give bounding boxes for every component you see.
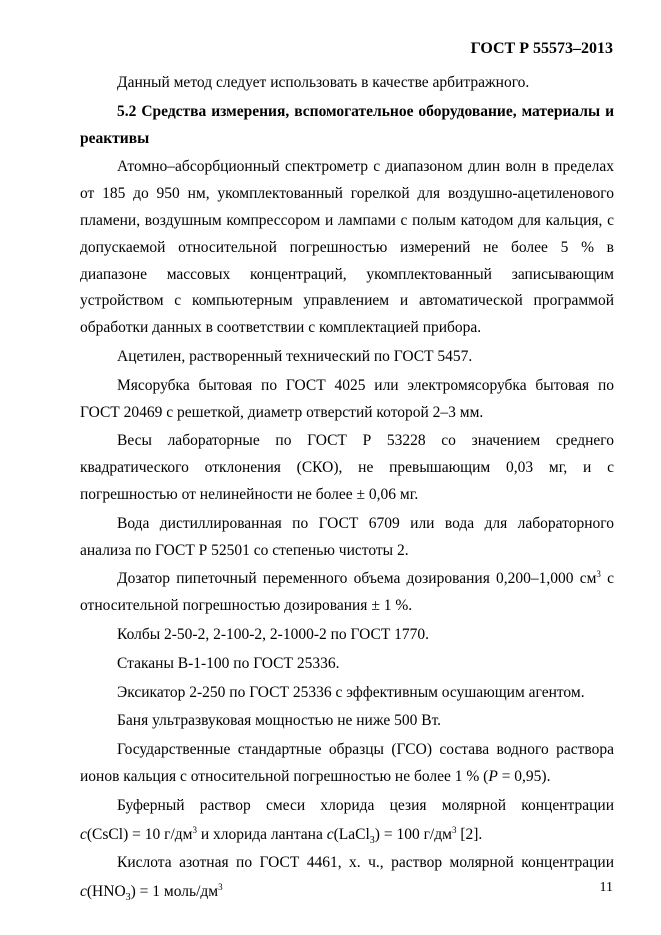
paragraph-beakers: Стаканы В-1-100 по ГОСТ 25336. <box>117 654 340 672</box>
buffer-text-e: ) = 100 г/дм <box>374 825 452 843</box>
document-code-header: ГОСТ Р 55573–2013 <box>470 40 613 57</box>
paragraph-buffer-line1: Буферный раствор смеси хлорида цезия молярной концентрации <box>117 796 614 814</box>
buffer-text-b: (CsCl) = 10 г/дм <box>86 825 193 843</box>
paragraph-flasks: Колбы 2-50-2, 2-100-2, 2-1000-2 по ГОСТ 1770. <box>117 625 430 643</box>
paragraph-nitric-acid-line2 <box>80 879 614 906</box>
nitric-c: c <box>80 883 87 901</box>
nitric-text-d: ) = 1 моль/дм <box>130 883 219 901</box>
nitric-text-b: (HNO <box>86 883 126 901</box>
dispenser-text-a: Дозатор пипеточный переменного объема дозирования 0,200–1,000 см <box>117 570 597 588</box>
dispenser-text-b: с относительной погрешностью дозирования ± 1 %. <box>80 570 614 615</box>
buffer-subscript: 3 <box>369 834 375 846</box>
paragraph-arbitration-method: Данный метод следует использовать в качестве арбитражного. <box>117 74 530 91</box>
reference-samples-text-b: = 0,95). <box>497 767 551 785</box>
paragraph-dispenser <box>80 566 614 620</box>
nitric-subscript: 3 <box>125 892 131 904</box>
paragraph-acetylene: Ацетилен, растворенный технический по ГОСТ 5457. <box>117 347 473 365</box>
nitric-exponent: 3 <box>218 881 223 892</box>
reference-samples-P: P <box>488 767 498 785</box>
paragraph-reference-samples <box>80 737 614 791</box>
page-number: 11 <box>599 880 613 895</box>
buffer-text-d: (LaCl <box>333 825 370 843</box>
paragraph-ultrasonic-bath: Баня ультразвуковая мощностью не ниже 500 Вт. <box>117 712 442 730</box>
paragraph-spectrometer: Атомно–абсорбционный спектрометр с диапазоном длин волн в пределах от 185 до 950 нм, укомплектованный горелкой для воздушно-ацетиленового пламени, воздушным компрессором и лампами с полым катодом для кальция, с допускаемой относительной погрешностью измерений не более 5 % в диапазоне массовых концентраций, укомплектованный записывающим устройством с компьютерным управлением и автоматической программой обработки данных в соответствии с комплектацией прибора. <box>80 158 614 337</box>
paragraph-meat-grinder: Мясорубка бытовая по ГОСТ 4025 или электромясорубка бытовая по ГОСТ 20469 с решеткой, диаметр отверстий которой 2–3 мм. <box>80 376 614 421</box>
buffer-exponent-1: 3 <box>192 824 197 835</box>
paragraph-water: Вода дистиллированная по ГОСТ 6709 или вода для лабораторного анализа по ГОСТ Р 52501 со степенью чистоты 2. <box>80 514 614 559</box>
paragraph-nitric-acid-line1: Кислота азотная по ГОСТ 4461, х. ч., раствор молярной концентрации <box>117 854 614 872</box>
paragraph-desiccator: Эксикатор 2-250 по ГОСТ 25336 с эффективным осушающим агентом. <box>117 683 585 701</box>
paragraph-buffer-line2 <box>80 822 614 849</box>
buffer-text-c: и хлорида лантана <box>196 825 327 843</box>
buffer-exponent-2: 3 <box>451 824 457 835</box>
document-body <box>80 70 614 908</box>
buffer-c1: c <box>80 825 87 843</box>
buffer-text-f: [2]. <box>456 825 483 843</box>
paragraph-scales: Весы лабораторные по ГОСТ Р 53228 со значением среднего квадратического отклонения (СКО), не превышающим 0,03 мг, и с погрешностью от нелинейности не более ± 0,06 мг. <box>80 432 614 503</box>
section-heading-5-2: 5.2 Средства измерения, вспомогательное оборудование, материалы и реактивы <box>80 102 614 147</box>
dispenser-unit-exponent: 3 <box>596 569 601 580</box>
reference-samples-text-a: Государственные стандартные образцы (ГСО) состава водного раствора ионов кальция с относительной погрешностью не более 1 % ( <box>80 741 614 785</box>
buffer-c2: c <box>326 825 334 843</box>
